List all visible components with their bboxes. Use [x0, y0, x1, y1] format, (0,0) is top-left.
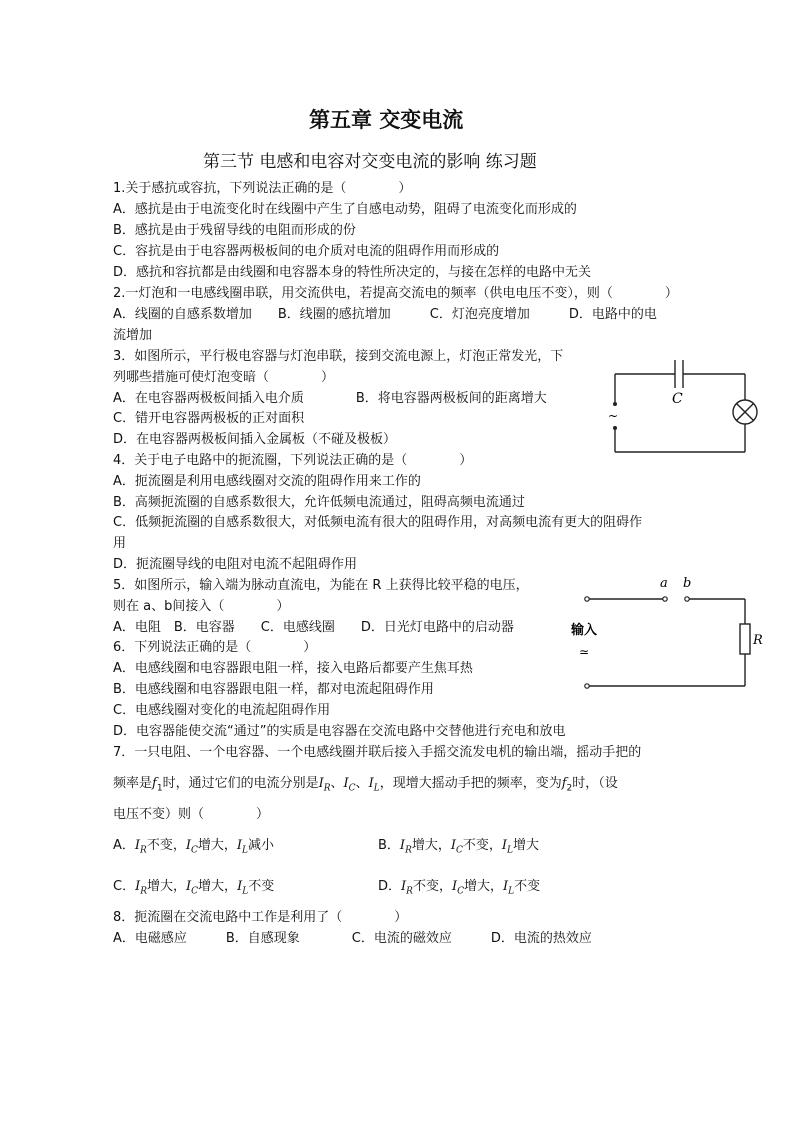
- q6-option-d: D．电容器能使交流“通过”的实质是电容器在交流电路中交替他进行充电和放电: [113, 724, 566, 739]
- q7-d-ic-sub: C: [457, 886, 464, 897]
- q7-b-il-sub: L: [507, 845, 514, 856]
- q7-b-ic-sub: C: [456, 845, 463, 856]
- q7-option-b: [378, 838, 539, 859]
- q7-a-il: I: [236, 838, 243, 853]
- q7-c-t1: 增大，: [147, 879, 187, 894]
- q7-a-ir-sub: R: [140, 845, 147, 856]
- q7-a-prefix: A．: [113, 838, 135, 853]
- q7-d-ic: I: [451, 879, 458, 894]
- q7-ic-sub: C: [348, 783, 356, 794]
- q7-b-t1: 增大，: [411, 838, 451, 853]
- q7-b-ir-sub: R: [405, 845, 412, 856]
- q7-a-ir: I: [134, 838, 141, 853]
- q7-a-t3: 减小: [248, 838, 275, 853]
- q7-stem-line3: 电压不变）则（ ）: [113, 807, 270, 822]
- q7-il: I: [368, 776, 374, 791]
- q7-b-ic: I: [450, 838, 456, 853]
- q7-text: ，现增大摇动手把的频率，变为: [379, 776, 562, 791]
- q7-option-c: [113, 879, 274, 900]
- q7-c-t2: 增大，: [198, 879, 238, 894]
- q7-c-il: I: [237, 879, 243, 894]
- q6-stem: 6．下列说法正确的是（ ）: [113, 640, 317, 655]
- q7-text: 时，通过它们的电流分别是: [162, 776, 319, 791]
- q7-a-il-sub: L: [242, 845, 249, 856]
- q7-ir: I: [318, 776, 324, 791]
- resistor-label: R: [753, 633, 763, 648]
- capacitor-lamp-circuit: [605, 352, 775, 462]
- q3-option-d: D．在电容器两极板间插入金属板（不碰及极板）: [113, 432, 397, 447]
- q7-stem-line2: [113, 776, 618, 797]
- q7-f2-sub: 2: [566, 783, 573, 794]
- q7-il-sub: L: [373, 783, 380, 794]
- q7-d-t1: 不变，: [412, 879, 452, 894]
- q7-f2: f: [561, 776, 567, 791]
- q4-option-d: D．扼流圈导线的电阻对电流不起阻碍作用: [113, 557, 358, 572]
- q7-d-il: I: [503, 879, 509, 894]
- input-label: 输入: [571, 623, 598, 638]
- q7-c-t3: 不变: [248, 879, 275, 894]
- q7-option-a: [113, 838, 274, 859]
- q7-c-ir: I: [135, 879, 141, 894]
- q4-option-c: C．低频扼流圈的自感系数很大，对低频电流有很大的阻碍作用，对高频电流有更大的阻碍作: [113, 515, 643, 530]
- q7-b-prefix: B．: [378, 838, 400, 853]
- q7-sep: 、: [330, 776, 344, 791]
- q4-option-b: B．高频扼流圈的自感系数很大，允许低频电流通过，阻碍高频电流通过: [113, 495, 525, 510]
- q7-c-ic: I: [186, 879, 192, 894]
- q7-a-ic-sub: C: [190, 845, 198, 856]
- q7-c-il-sub: L: [242, 886, 249, 897]
- q7-a-t2: 增大，: [197, 838, 237, 853]
- q7-d-ir: I: [401, 879, 407, 894]
- q1-option-d: D．感抗和容抗都是由线圈和电容器本身的特性所决定的，与接在怎样的电路中无关: [113, 265, 592, 280]
- q3-option-c: C．错开电容器两极板的正对面积: [113, 411, 305, 426]
- q7-option-d: [378, 879, 540, 900]
- q7-ic: I: [343, 776, 349, 791]
- q8-options: A．电磁感应 B．自感现象 C．电流的磁效应 D．电流的热效应: [113, 931, 592, 946]
- q1-option-a: A．感抗是由于电流变化时在线圈中产生了自感电动势，阻碍了电流变化而形成的: [113, 202, 577, 217]
- pulsating-dc-symbol: ≃: [579, 645, 590, 659]
- q7-text: 频率是: [113, 776, 153, 791]
- capacitor-label: C: [672, 391, 683, 407]
- q6-option-a: A．电感线圈和电容器跟电阻一样，接入电路后都要产生焦耳热: [113, 661, 473, 676]
- q7-b-ir: I: [399, 838, 406, 853]
- q4-option-c-cont: 用: [113, 536, 127, 551]
- q7-sep: 、: [355, 776, 369, 791]
- q3-stem: 3．如图所示，平行极电容器与灯泡串联，接到交流电源上，灯泡正常发光，下: [113, 349, 564, 364]
- q1-option-c: C．容抗是由于电容器两极板间的电介质对电流的阻碍作用而形成的: [113, 244, 500, 259]
- terminal-b-label: b: [683, 576, 692, 591]
- q8-stem: 8．扼流圈在交流电路中工作是利用了（ ）: [113, 910, 408, 925]
- q6-option-c: C．电感线圈对变化的电流起阻碍作用: [113, 703, 331, 718]
- q7-f1-sub: 1: [156, 783, 163, 794]
- q4-option-a: A．扼流圈是利用电感线圈对交流的阻碍作用来工作的: [113, 474, 421, 489]
- section-title: 第三节 电感和电容对交变电流的影响 练习题: [203, 152, 537, 172]
- q6-option-b: B．电感线圈和电容器跟电阻一样，都对电流起阻碍作用: [113, 682, 434, 697]
- q7-d-t2: 增大，: [463, 879, 503, 894]
- ac-source-symbol: ~: [608, 409, 619, 423]
- q7-b-t2: 不变，: [462, 838, 502, 853]
- q7-b-t3: 增大: [513, 838, 540, 853]
- q7-d-ir-sub: R: [406, 886, 413, 897]
- q7-c-ir-sub: R: [140, 886, 147, 897]
- q7-a-t1: 不变，: [146, 838, 186, 853]
- q5-stem: 5．如图所示，输入端为脉动直流电，为能在 R 上获得比较平稳的电压，: [113, 578, 529, 593]
- q1-option-b: B．感抗是由于残留导线的电阻而形成的份: [113, 223, 356, 238]
- q5-options: A．电阻 B．电容器 C．电感线圈 D．日光灯电路中的启动器: [113, 620, 514, 635]
- q7-d-il-sub: L: [508, 886, 515, 897]
- q7-c-prefix: C．: [113, 879, 136, 894]
- q7-b-il: I: [501, 838, 508, 853]
- q7-d-t3: 不变: [514, 879, 541, 894]
- q7-stem: 7．一只电阻、一个电容器、一个电感线圈并联后接入手摇交流发电机的输出端，摇动手把的: [113, 745, 642, 760]
- q5-stem-cont: 则在 a、b间接入（ ）: [113, 599, 290, 614]
- q7-d-prefix: D．: [378, 879, 402, 894]
- q1-stem: 1.关于感抗或容抗，下列说法正确的是（ ）: [113, 181, 412, 196]
- filter-circuit: [565, 572, 765, 694]
- q7-c-ic-sub: C: [191, 886, 199, 897]
- q2-options-cont: 流增加: [113, 328, 153, 343]
- q7-text: 时，（设: [572, 776, 618, 791]
- terminal-a-label: a: [660, 576, 668, 591]
- q2-stem: 2.一灯泡和一电感线圈串联，用交流供电，若提高交流电的频率（供电电压不变），则（ ）: [113, 286, 678, 301]
- q7-a-ic: I: [185, 838, 191, 853]
- q2-options: A．线圈的自感系数增加 B．线圈的感抗增加 C．灯泡亮度增加 D．电路中的电: [113, 307, 657, 322]
- q3-options-ab: A．在电容器两极板间插入电介质 B．将电容器两极板间的距离增大: [113, 391, 547, 406]
- q4-stem: 4．关于电子电路中的扼流圈，下列说法正确的是（ ）: [113, 453, 473, 468]
- q3-stem-cont: 列哪些措施可使灯泡变暗（ ）: [113, 370, 335, 385]
- q7-f1: f: [152, 776, 157, 791]
- q7-ir-sub: R: [323, 783, 331, 794]
- chapter-title: 第五章 交变电流: [309, 107, 464, 132]
